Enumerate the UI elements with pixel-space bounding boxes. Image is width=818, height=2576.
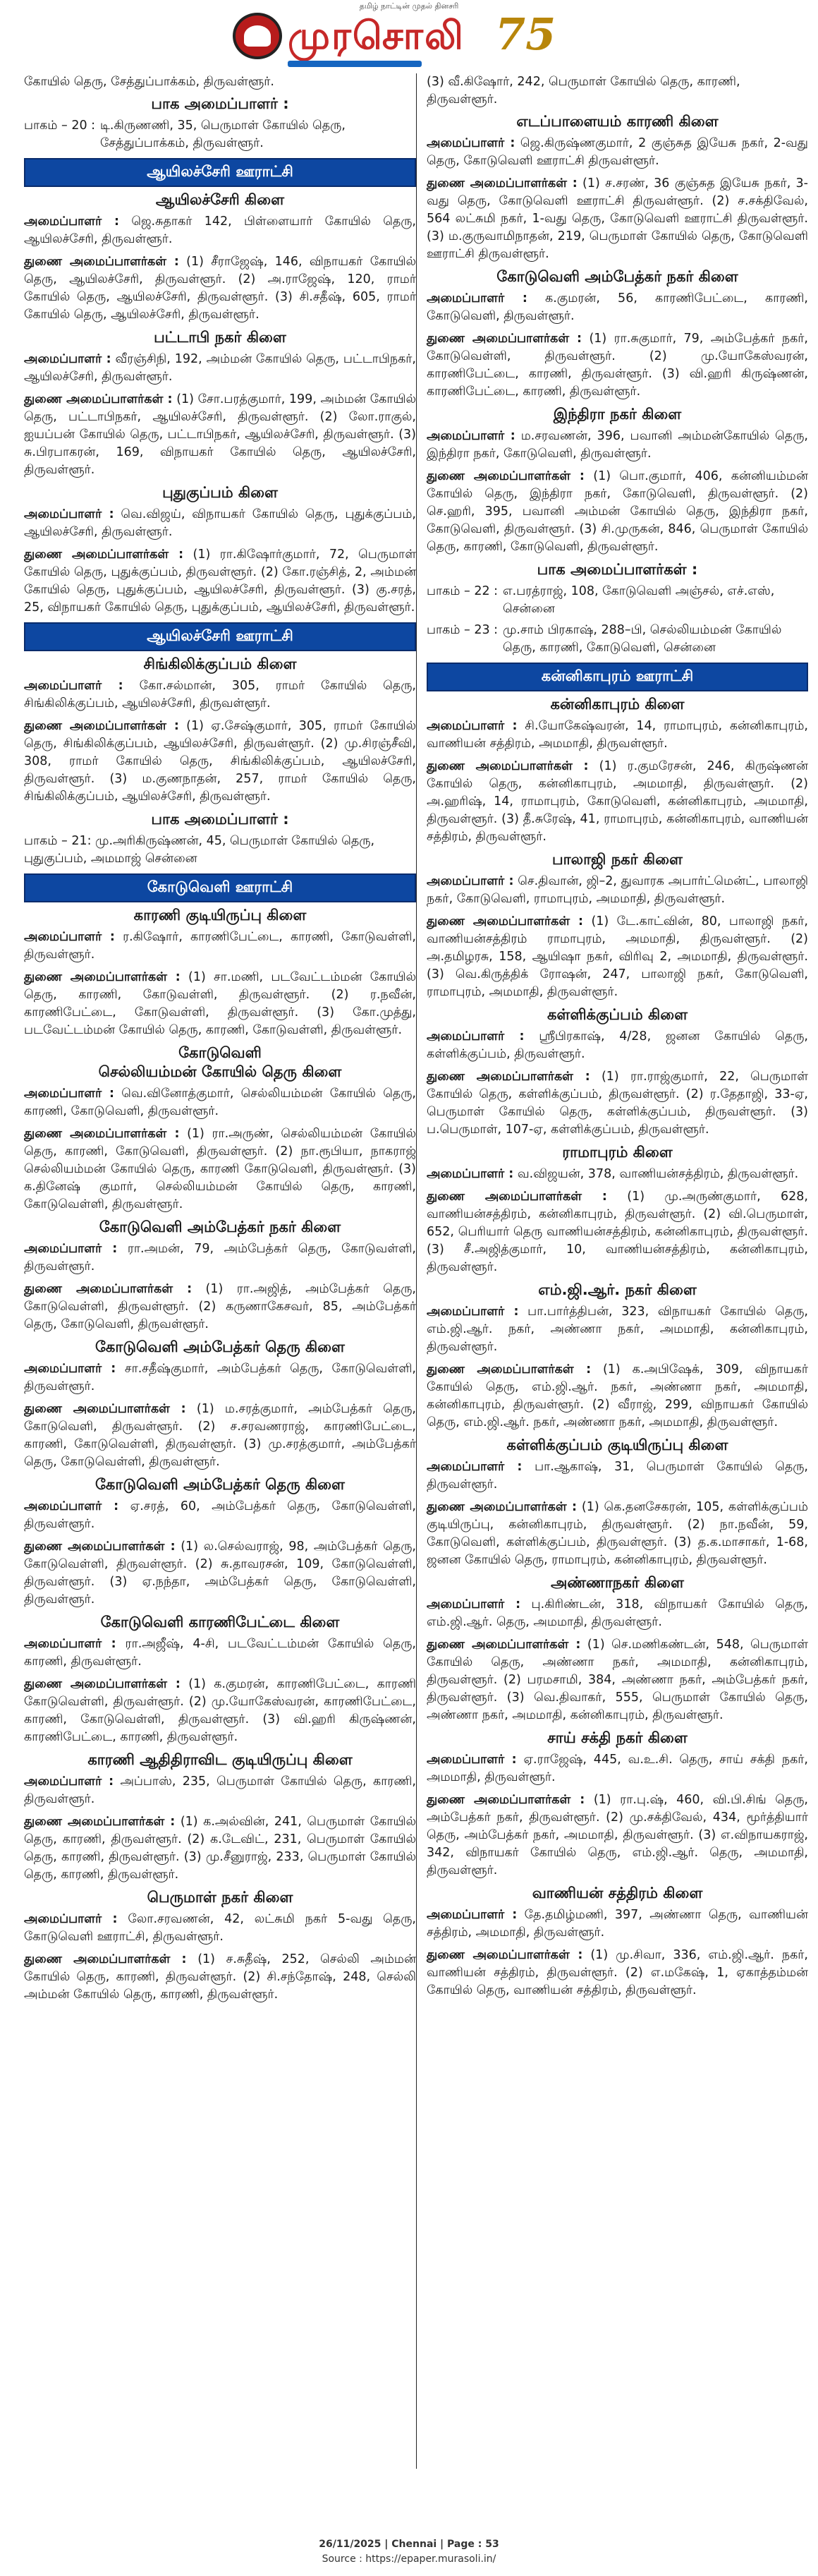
member-details: (1) க.அபிஷேக், 309, விநாயகர் கோயில் தெரு, எம்.ஜி.ஆர். நகர், அண்ணா நகர், அமமாதி, கன்னிகாபுரம், திருவள்ளூர். (2) வீராஜ், 299, விநாயகர் கோயில் தெரு, எம்.ஜி.ஆர். நகர், அண்ணா நகர், அமமாதி, திருவள்ளூர்.: [427, 1362, 808, 1429]
role-label: அமைப்பாளர் :: [24, 1242, 118, 1256]
baga-entry: [24, 117, 416, 152]
member-details: (1) பொ.குமார், 406, கன்னியம்மன் கோயில் தெரு, இந்திரா நகர், கோடுவெளி, திருவள்ளூர். (2) செ.ஹரி, 395, பவானி அம்மன் கோயில் தெரு, இந்திரா நகர், கோடுவெளி, திருவள்ளூர். (3) சி.முருகன், 846, பெருமாள் கோயில் தெரு, காரணி, கோடுவெளி, திருவள்ளூர்.: [427, 469, 808, 554]
branch-title-line: ராமாபுரம் கிளை: [562, 1144, 673, 1161]
branch-title: [24, 1889, 416, 1908]
member-details: வீரஞ்சிநி, 192, அம்மன் கோயில் தெரு, பட்டாபிநகர், ஆயிலச்சேரி, திருவள்ளூர்.: [24, 352, 416, 384]
member-entry: [427, 135, 808, 170]
member-entry: [427, 1596, 808, 1631]
branch-title-line: எம்.ஜி.ஆர். நகர் கிளை: [538, 1281, 697, 1298]
member-entry: [24, 1085, 416, 1120]
right-column: [416, 73, 808, 2469]
member-entry: [427, 1499, 808, 1569]
member-entry: [24, 1951, 416, 2004]
role-label: துணை அமைப்பாளர்கள் :: [427, 469, 585, 483]
branch-title-line: சிங்கிலிக்குப்பம் கிளை: [143, 655, 297, 672]
role-label: துணை அமைப்பாளர்கள் :: [24, 1815, 176, 1829]
member-details: வெ.விஜய், விநாயகர் கோயில் தெரு, புதுக்குப்பம், ஆயிலச்சேரி, திருவள்ளூர்.: [24, 507, 416, 539]
member-details: ரா.அமன், 79, அம்பேத்கர் தெரு, கோடுவள்ளி, திருவள்ளூர்.: [24, 1242, 416, 1274]
member-details: (1) ர.குமரேசன், 246, கிருஷ்ணன் கோயில் தெரு, கன்னிகாபுரம், அமமாதி, திருவள்ளூர். (2) அ.ஹரிஷ், 14, ராமாபுரம், கோடுவெளி, கன்னிகாபுரம், அமமாதி, திருவள்ளூர். (3) தீ.சுரேஷ், 41, ராமாபுரம், கன்னிகாபுரம், வாணியன் சத்திரம், திருவள்ளூர்.: [427, 759, 808, 844]
branch-title: [24, 655, 416, 675]
member-entry: [24, 929, 416, 964]
member-details: செ.திவான், ஜி–2, துவாரக அபார்ட்மென்ட், பாலாஜி நகர், கோடுவெளி, ராமாபுரம், அமமாதி, திருவள்ளூர்.: [427, 874, 808, 906]
role-label: துணை அமைப்பாளர்கள் :: [427, 1190, 607, 1204]
member-entry: [24, 1635, 416, 1671]
branch-title-line: புதுகுப்பம் கிளை: [162, 484, 278, 501]
branch-title: [24, 329, 416, 348]
member-details: (1) ம.சரத்குமார், அம்பேத்கர் தெரு, கோடுவெளி, திருவள்ளூர். (2) ச.சரவணராஜ், காரணிபேட்டை, காரணி, கோடுவெள்ளி, திருவள்ளூர். (3) மு.சரத்குமார், அம்பேத்கர் தெரு, கோடுவெள்ளி, திருவள்ளூர்.: [24, 1402, 416, 1469]
branch-title-line: கள்ளிக்குப்பம் குடியிருப்பு கிளை: [506, 1437, 728, 1453]
branch-list: [24, 191, 416, 617]
branch-title-line: கோடுவெளி அம்பேத்கர் தெரு கிளை: [94, 1476, 346, 1493]
member-entry: [24, 1240, 416, 1276]
member-details: ம.சரவணன், 396, பவானி அம்மன்கோயில் தெரு, இந்திரா நகர், கோடுவெளி, திருவள்ளூர்.: [427, 429, 808, 461]
branch-title-line: கோடுவெளி காரணிபேட்டை கிளை: [100, 1614, 340, 1631]
member-entry: [427, 1303, 808, 1356]
member-details: தே.தமிழ்மணி, 397, அண்ணா தெரு, வாணியன் சத்திரம், அமமாதி, திருவள்ளூர்.: [427, 1908, 808, 1940]
carryover-line: (3) வீ.கிஷோர், 242, பெருமாள் கோயில் தெரு, காரணி, திருவள்ளூர்.: [427, 75, 740, 107]
member-entry: [24, 1360, 416, 1396]
branch-title-line: பெருமாள் நகர் கிளை: [147, 1889, 293, 1906]
role-label: துணை அமைப்பாளர்கள் :: [24, 548, 184, 562]
branch-title: [24, 1044, 416, 1082]
member-details: (1) ல.செல்வராஜ், 98, அம்பேத்கர் தெரு, கோடுவெள்ளி, திருவள்ளூர். (2) சு.தாவரசன், 109, கோடுவெள்ளி, திருவள்ளூர். (3) ஏ.நந்தா, அம்பேத்கர் தெரு, கோடுவெள்ளி, திருவள்ளூர்.: [24, 1540, 416, 1607]
member-details: (1) ரா.பு.ஷ், 460, வி.பி.சிங் தெரு, அம்பேத்கர் நகர், திருவள்ளூர். (2) மு.சக்திவேல், 434, மூர்த்தியார் தெரு, அம்பேத்கர் நகர், அமமாதி, திருவள்ளூர். (3) எ.விநாயகராஜ், 342, விநாயகர் கோயில் தெரு, எம்.ஜி.ஆர். தெரு, அமமாதி, திருவள்ளூர்.: [427, 1793, 808, 1877]
member-entry: [24, 1498, 416, 1533]
role-label: அமைப்பாளர் :: [427, 429, 515, 443]
role-label: துணை அமைப்பாளர்கள் :: [24, 1402, 186, 1416]
role-label: அமைப்பாளர் :: [24, 1774, 114, 1789]
member-entry: [427, 330, 808, 401]
role-label: அமைப்பாளர் :: [24, 1637, 116, 1651]
member-details: ஏ.சரத், 60, அம்பேத்கர் தெரு, கோடுவெள்ளி, திருவள்ளூர்.: [24, 1499, 416, 1531]
member-details: ஜெ.சுதாகர் 142, பிள்ளையார் கோயில் தெரு, ஆயிலச்சேரி, திருவள்ளூர்.: [24, 214, 416, 246]
member-details: (1) ரா.சுகுமார், 79, அம்பேத்கர் நகர், கோடுவெள்ளி, திருவள்ளூர். (2) மு.யோகேஸ்வரன், காரணிபேட்டை, காரணி, திருவள்ளூர். (3) வி.ஹரி கிருஷ்ணன், காரணிபேட்டை, காரணி, திருவள்ளூர்.: [427, 332, 808, 399]
member-entry: [427, 428, 808, 463]
role-label: அமைப்பாளர் :: [24, 214, 120, 229]
member-details: ஏ.ராஜேஷ், 445, வ.உ.சி. தெரு, சாய் சக்தி நகர், அமமாதி, திருவள்ளூர்.: [427, 1753, 808, 1784]
member-details: (1) சா.மணி, படவேட்டம்மன் கோயில் தெரு, காரணி, கோடுவள்ளி, திருவள்ளூர். (2) ர.நவீன், காரணிபேட்டை, கோடுவள்ளி, திருவள்ளூர். (3) கோ.முத்து, படவேட்டம்மன் கோயில் தெரு, காரணி, கோடுவள்ளி, திருவள்ளூர்.: [24, 970, 416, 1037]
role-label: துணை அமைப்பாளர்கள் :: [427, 1500, 578, 1514]
section-header: ஆயிலச்சேரி ஊராட்சி: [24, 158, 416, 187]
newspaper-logo[interactable]: [233, 8, 585, 65]
member-details: (1) க.அல்வின், 241, பெருமாள் கோயில் தெரு, காரணி, திருவள்ளூர். (2) க.டேவிட், 231, பெருமாள் கோயில் தெரு, காரணி, திருவள்ளூர். (3) மு.சீனுராஜ், 233, பெருமாள் கோயில் தெரு, காரணி, திருவள்ளூர்.: [24, 1815, 416, 1882]
branch-title-line: ஆயிலச்சேரி கிளை: [155, 191, 285, 208]
member-entry: [24, 1813, 416, 1884]
member-details: கோ.சல்மான், 305, ராமர் கோயில் தெரு, சிங்கிலிக்குப்பம், ஆயிலச்சேரி, திருவள்ளூர்.: [24, 679, 416, 710]
member-entry: [24, 1125, 416, 1214]
member-details: ரா.அஜீஷ், 4-சி, படவேட்டம்மன் கோயில் தெரு, காரணி, திருவள்ளூர்.: [24, 1637, 416, 1669]
baga-key: பாகம் – 20 :: [24, 119, 96, 133]
member-details: (1) ச.சுதீஷ், 252, செல்லி அம்மன் கோயில் தெரு, காரணி, திருவள்ளூர். (2) சி.சந்தோஷ், 248, செல்லி அம்மன் கோயில் தெரு, காரணி, திருவள்ளூர்.: [24, 1952, 416, 2002]
role-label: அமைப்பாளர் :: [427, 1908, 518, 1922]
member-details: ஸ்ரீபிரகாஷ், 4/28, ஜனன கோயில் தெரு, கள்ளிக்குப்பம், திருவள்ளூர்.: [427, 1029, 808, 1061]
member-entry: [24, 1911, 416, 1946]
baga-key: பாகம் – 22 :: [427, 584, 499, 598]
member-details: வெ.வினோத்குமார், செல்லியம்மன் கோயில் தெரு, காரணி, கோடுவெளி, திருவள்ளூர்.: [24, 1087, 416, 1118]
branch-title-line: காரணி குடியிருப்பு கிளை: [133, 907, 307, 924]
branch-title-line: கோடுவெளி: [178, 1044, 262, 1061]
member-entry: [427, 873, 808, 908]
role-label: அமைப்பாளர் :: [427, 1460, 523, 1474]
member-entry: [24, 546, 416, 617]
member-entry: [427, 290, 808, 325]
branch-title: [427, 1281, 808, 1300]
branch-title-line: எடப்பாளையம் காரணி கிளை: [516, 113, 719, 130]
role-label: அமைப்பாளர் :: [24, 1499, 119, 1513]
role-label: அமைப்பாளர் :: [427, 1167, 514, 1181]
rising-sun-icon: [233, 13, 282, 59]
role-label: துணை அமைப்பாளர்கள் :: [427, 1948, 583, 1962]
branch-title-line: காரணி ஆதிதிராவிட குடியிருப்பு கிளை: [87, 1751, 353, 1768]
branch-title-line: அண்ணாநகர் கிளை: [551, 1574, 684, 1591]
member-details: பா.பார்த்திபன், 323, விநாயகர் கோயில் தெரு, எம்.ஜி.ஆர். நகர், அண்ணா நகர், அமமாதி, கன்னிகாபுரம், திருவள்ளூர்.: [427, 1305, 808, 1354]
member-details: (1) மு.சிவா, 336, எம்.ஜி.ஆர். நகர், வாணியன் சத்திரம், திருவள்ளூர். (2) எ.மகேஷ், 1, ஏகாத்தம்மன் கோயில் தெரு, வாணியன் சத்திரம், திருவள்ளூர்.: [427, 1948, 808, 1997]
member-entry: [427, 1188, 808, 1276]
branch-title: [24, 907, 416, 926]
role-label: துணை அமைப்பாளர்கள் :: [427, 332, 582, 346]
role-label: அமைப்பாளர் :: [24, 1362, 116, 1376]
anniversary-badge: 75: [495, 8, 556, 60]
role-label: அமைப்பாளர் :: [427, 1753, 517, 1767]
role-label: துணை அமைப்பாளர்கள் :: [24, 719, 179, 733]
role-label: துணை அமைப்பாளர்கள் :: [427, 914, 584, 929]
branch-title: [427, 1144, 808, 1163]
member-entry: [24, 969, 416, 1039]
branch-title-line: சாய் சக்தி நகர் கிளை: [547, 1729, 688, 1746]
member-details: அப்பாஸ், 235, பெருமாள் கோயில் தெரு, காரணி, திருவள்ளூர்.: [24, 1774, 416, 1806]
member-details: (1) ஏ.சேஷ்குமார், 305, ராமர் கோயில் தெரு, சிங்கிலிக்குப்பம், ஆயிலச்சேரி, திருவள்ளூர். (2) மு.சிரஞ்சீவி, 308, ராமர் கோயில் தெரு, சிங்கிலிக்குப்பம், ஆயிலச்சேரி, திருவள்ளூர். (3) ம.குணநாதன், 257, ராமர் கோயில் தெரு, சிங்கிலிக்குப்பம், ஆயிலச்சேரி, திருவள்ளூர்.: [24, 719, 416, 804]
member-entry: [24, 506, 416, 541]
member-entry: [427, 175, 808, 263]
section-header: ஆயிலச்சேரி ஊராட்சி: [24, 622, 416, 651]
branch-title-line: வாணியன் சத்திரம் கிளை: [532, 1885, 703, 1901]
role-label: அமைப்பாளர் :: [427, 1305, 519, 1319]
role-label: அமைப்பாளர் :: [24, 507, 114, 521]
member-entry: [24, 1281, 416, 1334]
member-entry: [427, 1068, 808, 1139]
member-entry: [24, 391, 416, 479]
branch-title: [427, 696, 808, 715]
member-details: (1) ச.சரண், 36 குஞ்சுத இயேசு நகர், 3-வது தெரு, கோடுவெளி ஊராட்சி திருவள்ளூர். (2) ச.சக்திவேல், 564 லட்சுமி நகர், 1-வது தெரு, கோடுவெளி ஊராட்சி திருவள்ளூர். (3) ம.குருவாமிநாதன், 219, பெருமாள் கோயில் தெரு, கோடுவெளி ஊராட்சி திருவள்ளூர்.: [427, 176, 808, 261]
footer-date-page: 26/11/2025 | Chennai | Page : 53: [319, 2539, 499, 2550]
member-details: (1) ரா.கிஷோர்குமார், 72, பெருமாள் கோயில் தெரு, புதுக்குப்பம், திருவள்ளூர். (2) கோ.ரஞ்சித், 2, அம்மன் கோயில் தெரு, புதுக்குப்பம், ஆயிலச்சேரி, திருவள்ளூர். (3) கு.சரத், 25, விநாயகர் கோயில் தெரு, புதுக்குப்பம், ஆயிலச்சேரி, திருவள்ளூர்.: [24, 548, 416, 615]
member-details: வ.விஜயன், 378, வாணியன்சத்திரம், திருவள்ளூர்.: [517, 1167, 799, 1181]
carryover-line: கோயில் தெரு, சேத்துப்பாக்கம், திருவள்ளூர்.: [24, 75, 274, 89]
branch-title: [427, 1437, 808, 1456]
member-details: (1) சோ.பரத்குமார், 199, அம்மன் கோயில் தெரு, பட்டாபிநகர், ஆயிலச்சேரி, திருவள்ளூர். (2) லோ.ராகுல், ஐயப்பன் கோயில் தெரு, பட்டாபிநகர், ஆயிலச்சேரி, திருவள்ளூர். (3) சு.பிரபாகரன், 169, விநாயகர் கோயில் தெரு, ஆயிலச்சேரி, திருவள்ளூர்.: [24, 392, 416, 477]
role-label: துணை அமைப்பாளர்கள் :: [24, 1540, 176, 1554]
member-details: ர.கிஷோர், காரணிபேட்டை, காரணி, கோடுவள்ளி, திருவள்ளூர்.: [24, 930, 416, 962]
baga-entry: பாகம் – 21: மு.அரிகிருஷ்ணன், 45, பெருமாள் கோயில் தெரு, புதுகுப்பம், அமமாஜ் சென்னை: [24, 834, 375, 866]
branch-list: [427, 696, 808, 2000]
role-label: அமைப்பாளர் :: [427, 1029, 525, 1044]
role-label: துணை அமைப்பாளர்கள் :: [24, 1282, 193, 1296]
member-entry: [427, 913, 808, 1001]
member-details: லோ.சரவணன், 42, லட்சுமி நகர் 5-வது தெரு, கோடுவெளி ஊராட்சி, திருவள்ளூர்.: [24, 1912, 416, 1944]
member-entry: [427, 1636, 808, 1724]
role-label: அமைப்பாளர் :: [427, 719, 518, 733]
role-label: துணை அமைப்பாளர்கள் :: [427, 759, 589, 773]
member-details: (1) ரா.ராஜ்குமார், 22, பெருமாள் கோயில் தெரு, கள்ளிக்குப்பம், திருவள்ளூர். (2) ர.தேதாஜி, 33-ஏ, பெருமாள் கோயில் தெரு, கள்ளிக்குப்பம், திருவள்ளூர். (3) ப.பெருமாள், 107-ஏ, கள்ளிக்குப்பம், திருவள்ளூர்.: [427, 1070, 808, 1137]
branch-list: [24, 655, 416, 806]
member-entry: [427, 718, 808, 753]
branch-title-line: கன்னிகாபுரம் கிளை: [550, 696, 685, 713]
role-label: துணை அமைப்பாளர்கள் :: [24, 1677, 181, 1691]
member-entry: [427, 1751, 808, 1786]
branch-title-line: பட்டாபி நகர் கிளை: [154, 329, 286, 346]
masthead-ribbon: [288, 61, 422, 67]
member-details: (1) ரா.அஜித், அம்பேத்கர் தெரு, கோடுவெள்ளி, திருவள்ளூர். (2) கருணாகேசவர், 85, அம்பேத்கர் தெரு, கோடுவெளி, திருவள்ளூர்.: [24, 1282, 416, 1331]
member-entry: [24, 351, 416, 386]
member-details: (1) சீராஜேஷ், 146, விநாயகர் கோயில் தெரு, ஆயிலச்சேரி, திருவள்ளூர். (2) அ.ராஜேஷ், 120, ராமர் கோயில் தெரு, ஆயிலச்சேரி, திருவள்ளூர். (3) சி.சதீஷ், 605, ராமர் கோயில் தெரு, ஆயிலச்சேரி, திருவள்ளூர்.: [24, 255, 416, 322]
branch-title: [427, 406, 808, 425]
member-entry: [24, 253, 416, 324]
masthead-tagline: தமிழ் நாட்டின் முதல் தினசரி: [359, 1, 459, 11]
baga-key: பாகம் – 23 :: [427, 623, 499, 637]
member-entry: [24, 1401, 416, 1471]
baga-value: எ.பரத்ராஜ், 108, கோடுவெளி அஞ்சல், எச்.எஸ், சென்னை: [503, 584, 775, 616]
branch-title-line: கோடுவெளி அம்பேத்கர் நகர் கிளை: [496, 268, 738, 285]
role-label: அமைப்பாளர் :: [24, 930, 115, 944]
member-entry: [427, 1028, 808, 1063]
role-label: துணை அமைப்பாளர்கள் :: [427, 1362, 592, 1377]
member-details: (1) செ.மணிகண்டன், 548, பெருமாள் கோயில் தெரு, அண்ணா நகர், அமமாதி, கன்னிகாபுரம், திருவள்ளூர். (2) பரமசாமி, 384, அண்ணா நகர், அம்பேத்கர் நகர், திருவள்ளூர். (3) வெ.திவாகர், 555, பெருமாள் கோயில் தெரு, அண்ணா நகர், அமமாதி, கன்னிகாபுரம், திருவள்ளூர்.: [427, 1638, 808, 1722]
role-label: துணை அமைப்பாளர்கள் :: [24, 1952, 187, 1966]
baga-list: [427, 583, 808, 657]
branch-title-line: கோடுவெளி அம்பேத்கர் தெரு கிளை: [94, 1338, 346, 1355]
member-entry: [427, 1947, 808, 2000]
baga-entry: [427, 583, 808, 618]
member-details: சா.சதீஷ்குமார், அம்பேத்கர் தெரு, கோடுவெள்ளி, திருவள்ளூர்.: [24, 1362, 416, 1393]
member-entry: [427, 1361, 808, 1432]
member-entry: [24, 1676, 416, 1746]
role-label: அமைப்பாளர் :: [24, 352, 111, 366]
branch-title: [427, 268, 808, 287]
branch-title: [24, 484, 416, 503]
baga-value: மு.சாம் பிரகாஷ், 288–பி, செல்லியம்மன் கோயில் தெரு, காரணி, கோடுவெளி, சென்னை: [503, 623, 782, 655]
member-entry: [427, 468, 808, 556]
member-details: (1) கெ.தனசேகரன், 105, கள்ளிக்குப்பம் குடியிருப்பு, கன்னிகாபுரம், திருவள்ளூர். (2) நா.நவீன், 59, கோடுவெளி, கள்ளிக்குப்பம், திருவள்ளூர். (3) த.க.மாசாகர், 1-68, ஜனன கோயில் தெரு, ராமாபுரம், கன்னிகாபுரம், திருவள்ளூர்.: [427, 1500, 808, 1567]
member-entry: [24, 677, 416, 713]
branch-title: [24, 1338, 416, 1357]
branch-title: [427, 113, 808, 132]
baga-heading: பாக அமைப்பாளர் :: [151, 95, 289, 112]
branch-title: [24, 1614, 416, 1633]
branch-title: [427, 1729, 808, 1748]
member-details: க.குமரன், 56, காரணிபேட்டை, காரணி, கோடுவெளி, திருவள்ளூர்.: [427, 291, 808, 323]
role-label: அமைப்பாளர் :: [427, 136, 515, 150]
role-label: துணை அமைப்பாளர்கள் :: [24, 1127, 180, 1141]
member-details: (1) டே.காட்வின், 80, பாலாஜி நகர், வாணியன்சத்திரம் ராமாபுரம், அமமாதி, திருவள்ளூர். (2) அ.தமிழரசு, 158, ஆயிஷா நகர், விரிவு 2, அமமாதி, திருவள்ளூர். (3) வெ.கிருத்திக் ரோஷன், 247, பாலாஜி நகர், கோடுவெளி, ராமாபுரம், அமமாதி, திருவள்ளூர்.: [427, 914, 808, 999]
role-label: துணை அமைப்பாளர்கள் :: [24, 970, 181, 984]
branch-title: [24, 1476, 416, 1495]
page-footer: [0, 2537, 818, 2567]
left-column: [24, 73, 416, 2469]
branch-list: [427, 113, 808, 556]
role-label: அமைப்பாளர் :: [427, 291, 527, 306]
member-entry: [24, 1773, 416, 1808]
footer-source-link[interactable]: Source : https://epaper.murasoli.in/: [322, 2553, 496, 2565]
masthead: [0, 0, 818, 68]
branch-title: [24, 191, 416, 210]
section-header: கோடுவெளி ஊராட்சி: [24, 873, 416, 902]
baga-heading: பாக அமைப்பாளர் :: [151, 811, 289, 828]
role-label: துணை அமைப்பாளர்கள் :: [427, 1793, 585, 1807]
branch-title-line: இந்திரா நகர் கிளை: [553, 406, 682, 423]
member-entry: [427, 758, 808, 846]
branch-title: [24, 1751, 416, 1770]
branch-title: [24, 1219, 416, 1238]
baga-value: டி.கிருணணி, 35, பெருமாள் கோயில் தெரு, சேத்துப்பாக்கம், திருவள்ளூர்.: [100, 119, 346, 150]
member-details: பா.ஆகாஷ், 31, பெருமாள் கோயில் தெரு, திருவள்ளூர்.: [427, 1460, 808, 1492]
member-entry: [24, 213, 416, 248]
section-header: கன்னிகாபுரம் ஊராட்சி: [427, 663, 808, 691]
member-entry: [427, 1166, 808, 1183]
role-label: துணை அமைப்பாளர்கள் :: [427, 176, 578, 191]
branch-title: [427, 1885, 808, 1904]
role-label: துணை அமைப்பாளர்கள் :: [24, 392, 173, 406]
member-details: சி.யோகேஷ்வரன், 14, ராமாபுரம், கன்னிகாபுரம், வாணியன் சத்திரம், அமமாதி, திருவள்ளூர்.: [427, 719, 808, 751]
branch-list: [24, 907, 416, 2004]
member-entry: [427, 1791, 808, 1880]
branch-title-line: செல்லியம்மன் கோயில் தெரு கிளை: [98, 1063, 342, 1080]
branch-title: [427, 1006, 808, 1025]
role-label: அமைப்பாளர் :: [24, 679, 123, 693]
member-details: (1) க.குமரன், காரணிபேட்டை, காரணி கோடுவெள்ளி, திருவள்ளூர். (2) மு.யோகேஸ்வரன், காரணிபேட்டை, காரணி, கோடுவெள்ளி, திருவள்ளூர். (3) வி.ஹரி கிருஷ்ணன், காரணிபேட்டை, காரணி, திருவள்ளூர்.: [24, 1677, 416, 1744]
role-label: துணை அமைப்பாளர்கள் :: [24, 255, 179, 269]
branch-title: [427, 851, 808, 870]
baga-entry: [427, 622, 808, 657]
member-entry: [24, 718, 416, 806]
role-label: துணை அமைப்பாளர்கள் :: [427, 1070, 590, 1084]
role-label: அமைப்பாளர் :: [24, 1912, 118, 1926]
role-label: அமைப்பாளர் :: [24, 1087, 114, 1101]
member-entry: [427, 1458, 808, 1494]
member-entry: [24, 1538, 416, 1609]
member-details: ஜெ.கிருஷ்ணகுமார், 2 குஞ்சுத இயேசு நகர், 2-வது தெரு, கோடுவெளி ஊராட்சி திருவள்ளூர்.: [427, 136, 808, 168]
member-details: (1) ரா.அருண், செல்லியம்மன் கோயில் தெரு, காரணி, கோடுவெளி, திருவள்ளூர். (2) நா.ரூபியா, நாகராஜ் செல்லியம்மன் கோயில் தெரு, காரணி கோடுவெளி, திருவள்ளூர். (3) க.தினேஷ் குமார், செல்லியம்மன் கோயில் தெரு, காரணி, கோடுவெள்ளி, திருவள்ளூர்.: [24, 1127, 416, 1211]
baga-heading: பாக அமைப்பாளர்கள் :: [537, 561, 698, 578]
member-entry: [427, 1906, 808, 1942]
role-label: அமைப்பாளர் :: [427, 874, 514, 888]
branch-title-line: பாலாஜி நகர் கிளை: [552, 851, 683, 868]
role-label: அமைப்பாளர் :: [427, 1597, 521, 1611]
member-details: பு.கிரிண்டன், 318, விநாயகர் கோயில் தெரு, எம்.ஜி.ஆர். தெரு, அமமாதி, திருவள்ளூர்.: [427, 1597, 808, 1629]
branch-title-line: கள்ளிக்குப்பம் கிளை: [547, 1006, 688, 1023]
role-label: துணை அமைப்பாளர்கள் :: [427, 1638, 581, 1652]
branch-title: [427, 1574, 808, 1593]
member-details: (1) மு.அருண்குமார், 628, வாணியன்சத்திரம், கன்னிகாபுரம், திருவள்ளூர். (2) வி.பெருமாள், 652, பெரியார் தெரு வாணியன்சத்திரம், கன்னிகாபுரம், திருவள்ளூர். (3) சீ.அஜித்குமார், 10, வாணியன்சத்திரம், கன்னிகாபுரம், திருவள்ளூர்.: [427, 1190, 808, 1274]
newspaper-title: முரசொலி: [288, 13, 465, 58]
branch-title-line: கோடுவெளி அம்பேத்கர் நகர் கிளை: [99, 1219, 341, 1235]
